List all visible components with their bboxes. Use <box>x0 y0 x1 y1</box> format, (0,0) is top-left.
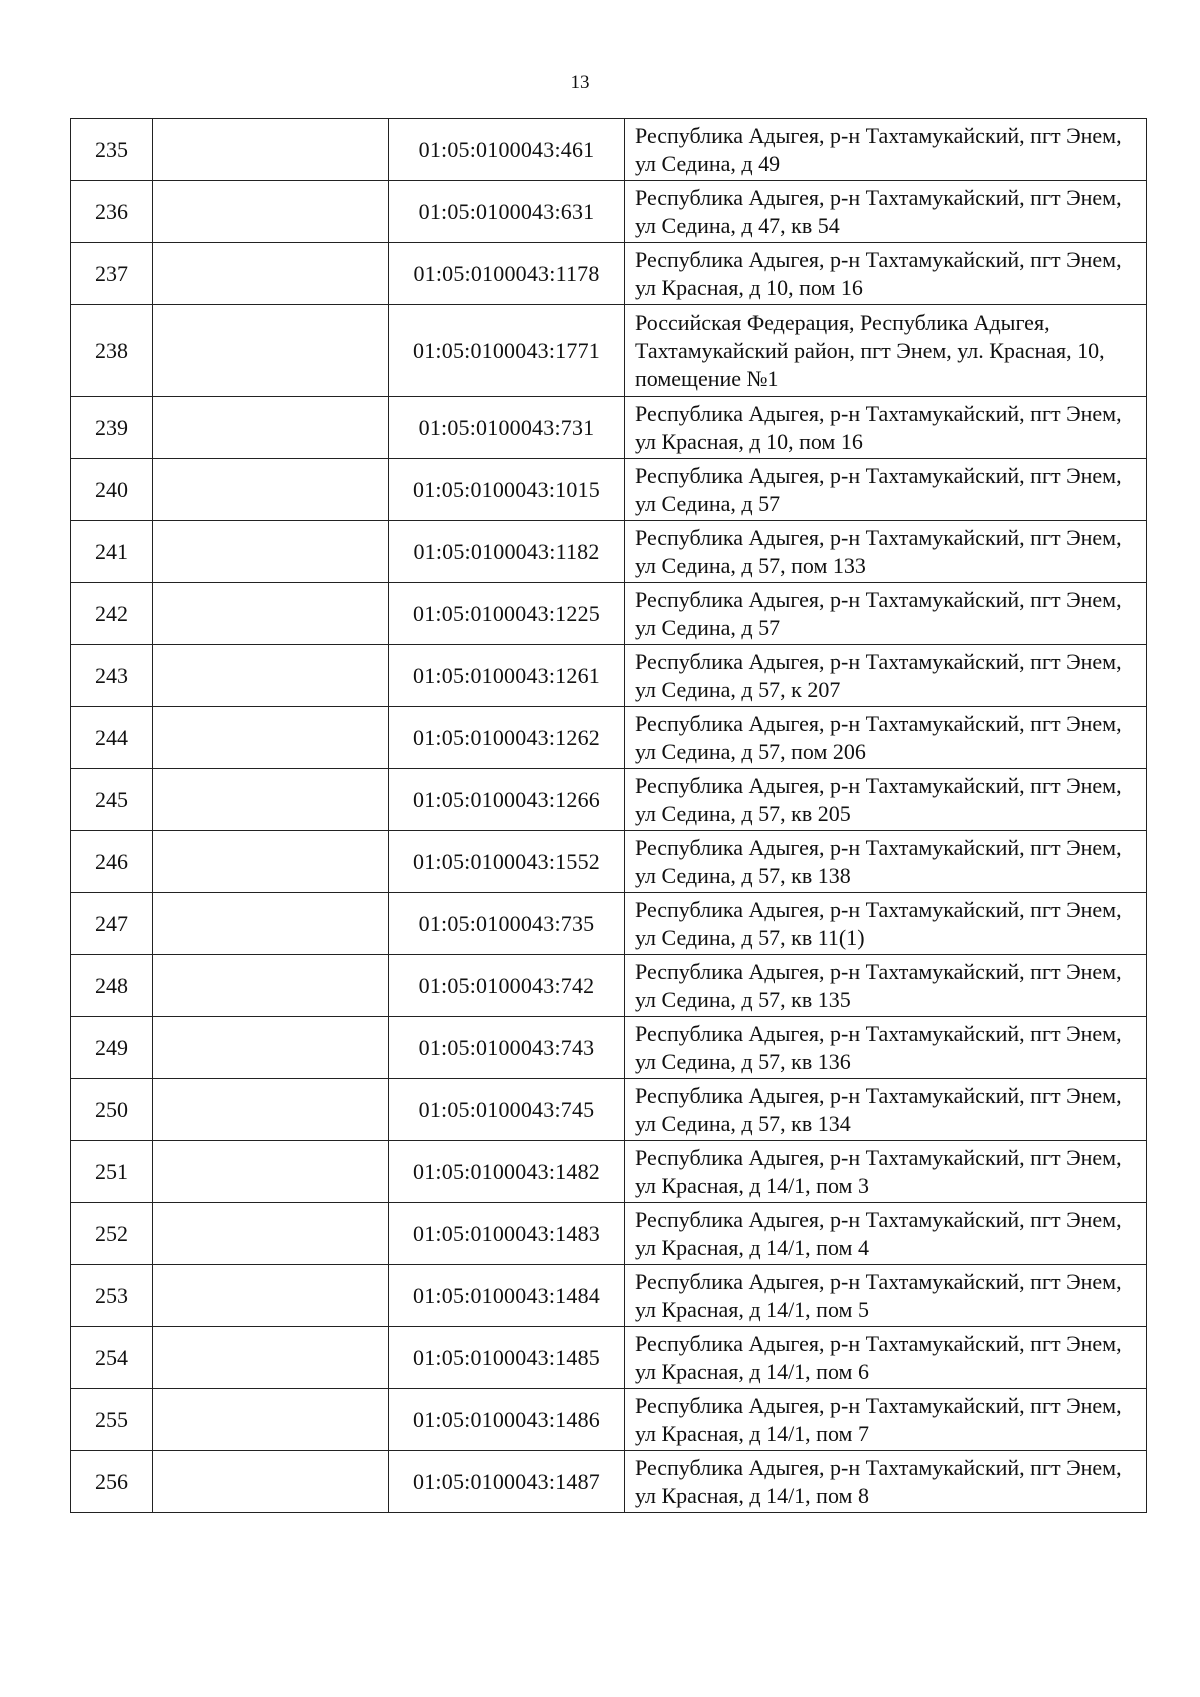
row-number: 249 <box>71 1017 153 1079</box>
cadastral-number: 01:05:0100043:1182 <box>389 521 625 583</box>
row-number: 239 <box>71 397 153 459</box>
empty-cell <box>153 955 389 1017</box>
row-number: 252 <box>71 1203 153 1265</box>
table-row <box>71 1265 1147 1327</box>
table-row <box>71 893 1147 955</box>
empty-cell <box>153 1203 389 1265</box>
address-cell: Республика Адыгея, р-н Тахтамукайский, пгт Энем, ул Седина, д 57, кв 11(1) <box>625 893 1147 955</box>
table-row <box>71 1141 1147 1203</box>
address-cell: Республика Адыгея, р-н Тахтамукайский, пгт Энем, ул Красная, д 14/1, пом 8 <box>625 1451 1147 1513</box>
table-row <box>71 1017 1147 1079</box>
cadastral-number: 01:05:0100043:731 <box>389 397 625 459</box>
table-row <box>71 769 1147 831</box>
table-row <box>71 955 1147 1017</box>
empty-cell <box>153 1141 389 1203</box>
address-cell: Республика Адыгея, р-н Тахтамукайский, пгт Энем, ул Седина, д 57, к 207 <box>625 645 1147 707</box>
table-row <box>71 1389 1147 1451</box>
cadastral-number: 01:05:0100043:1178 <box>389 243 625 305</box>
row-number: 240 <box>71 459 153 521</box>
table-row <box>71 583 1147 645</box>
cadastral-number: 01:05:0100043:1487 <box>389 1451 625 1513</box>
empty-cell <box>153 645 389 707</box>
row-number: 255 <box>71 1389 153 1451</box>
row-number: 237 <box>71 243 153 305</box>
empty-cell <box>153 397 389 459</box>
cadastral-number: 01:05:0100043:1483 <box>389 1203 625 1265</box>
address-cell: Республика Адыгея, р-н Тахтамукайский, пгт Энем, ул Седина, д 57, кв 138 <box>625 831 1147 893</box>
cadastral-number: 01:05:0100043:1261 <box>389 645 625 707</box>
row-number: 238 <box>71 305 153 397</box>
address-cell: Республика Адыгея, р-н Тахтамукайский, пгт Энем, ул Красная, д 14/1, пом 7 <box>625 1389 1147 1451</box>
address-cell: Республика Адыгея, р-н Тахтамукайский, пгт Энем, ул Седина, д 57 <box>625 459 1147 521</box>
row-number: 241 <box>71 521 153 583</box>
cadastral-number: 01:05:0100043:461 <box>389 119 625 181</box>
empty-cell <box>153 1389 389 1451</box>
address-cell: Республика Адыгея, р-н Тахтамукайский, пгт Энем, ул Седина, д 57, пом 133 <box>625 521 1147 583</box>
empty-cell <box>153 707 389 769</box>
address-cell: Республика Адыгея, р-н Тахтамукайский, пгт Энем, ул Седина, д 57, кв 135 <box>625 955 1147 1017</box>
address-cell: Республика Адыгея, р-н Тахтамукайский, пгт Энем, ул Седина, д 57, кв 205 <box>625 769 1147 831</box>
cadastral-number: 01:05:0100043:1485 <box>389 1327 625 1389</box>
empty-cell <box>153 1327 389 1389</box>
row-number: 235 <box>71 119 153 181</box>
empty-cell <box>153 181 389 243</box>
address-cell: Республика Адыгея, р-н Тахтамукайский, пгт Энем, ул Красная, д 10, пом 16 <box>625 243 1147 305</box>
row-number: 251 <box>71 1141 153 1203</box>
row-number: 243 <box>71 645 153 707</box>
empty-cell <box>153 305 389 397</box>
registry-table <box>70 118 1147 1513</box>
empty-cell <box>153 583 389 645</box>
table-row <box>71 119 1147 181</box>
table-row <box>71 397 1147 459</box>
table-row <box>71 305 1147 397</box>
page-number: 13 <box>570 72 590 93</box>
address-cell: Республика Адыгея, р-н Тахтамукайский, пгт Энем, ул Красная, д 14/1, пом 3 <box>625 1141 1147 1203</box>
empty-cell <box>153 1079 389 1141</box>
registry-table-body <box>71 119 1147 1513</box>
row-number: 254 <box>71 1327 153 1389</box>
cadastral-number: 01:05:0100043:1771 <box>389 305 625 397</box>
table-row <box>71 243 1147 305</box>
table-row <box>71 645 1147 707</box>
row-number: 245 <box>71 769 153 831</box>
address-cell: Республика Адыгея, р-н Тахтамукайский, пгт Энем, ул Красная, д 10, пом 16 <box>625 397 1147 459</box>
row-number: 247 <box>71 893 153 955</box>
cadastral-number: 01:05:0100043:1262 <box>389 707 625 769</box>
row-number: 256 <box>71 1451 153 1513</box>
empty-cell <box>153 831 389 893</box>
table-row <box>71 521 1147 583</box>
address-cell: Российская Федерация, Республика Адыгея, Тахтамукайский район, пгт Энем, ул. Красная, 10, помещение №1 <box>625 305 1147 397</box>
table-row <box>71 1451 1147 1513</box>
address-cell: Республика Адыгея, р-н Тахтамукайский, пгт Энем, ул Красная, д 14/1, пом 4 <box>625 1203 1147 1265</box>
cadastral-number: 01:05:0100043:631 <box>389 181 625 243</box>
cadastral-number: 01:05:0100043:743 <box>389 1017 625 1079</box>
cadastral-number: 01:05:0100043:1486 <box>389 1389 625 1451</box>
address-cell: Республика Адыгея, р-н Тахтамукайский, пгт Энем, ул Седина, д 47, кв 54 <box>625 181 1147 243</box>
empty-cell <box>153 1451 389 1513</box>
table-row <box>71 1079 1147 1141</box>
empty-cell <box>153 769 389 831</box>
address-cell: Республика Адыгея, р-н Тахтамукайский, пгт Энем, ул Седина, д 57 <box>625 583 1147 645</box>
address-cell: Республика Адыгея, р-н Тахтамукайский, пгт Энем, ул Седина, д 49 <box>625 119 1147 181</box>
table-row <box>71 181 1147 243</box>
row-number: 248 <box>71 955 153 1017</box>
address-cell: Республика Адыгея, р-н Тахтамукайский, пгт Энем, ул Седина, д 57, кв 136 <box>625 1017 1147 1079</box>
cadastral-number: 01:05:0100043:1225 <box>389 583 625 645</box>
row-number: 253 <box>71 1265 153 1327</box>
table-row <box>71 1327 1147 1389</box>
cadastral-number: 01:05:0100043:1482 <box>389 1141 625 1203</box>
cadastral-number: 01:05:0100043:745 <box>389 1079 625 1141</box>
table-row <box>71 1203 1147 1265</box>
empty-cell <box>153 459 389 521</box>
address-cell: Республика Адыгея, р-н Тахтамукайский, пгт Энем, ул Седина, д 57, кв 134 <box>625 1079 1147 1141</box>
cadastral-number: 01:05:0100043:1552 <box>389 831 625 893</box>
cadastral-number: 01:05:0100043:1484 <box>389 1265 625 1327</box>
address-cell: Республика Адыгея, р-н Тахтамукайский, пгт Энем, ул Седина, д 57, пом 206 <box>625 707 1147 769</box>
empty-cell <box>153 119 389 181</box>
row-number: 250 <box>71 1079 153 1141</box>
cadastral-number: 01:05:0100043:1266 <box>389 769 625 831</box>
row-number: 244 <box>71 707 153 769</box>
empty-cell <box>153 243 389 305</box>
row-number: 236 <box>71 181 153 243</box>
empty-cell <box>153 1017 389 1079</box>
empty-cell <box>153 1265 389 1327</box>
row-number: 242 <box>71 583 153 645</box>
table-row <box>71 831 1147 893</box>
table-row <box>71 707 1147 769</box>
empty-cell <box>153 893 389 955</box>
address-cell: Республика Адыгея, р-н Тахтамукайский, пгт Энем, ул Красная, д 14/1, пом 5 <box>625 1265 1147 1327</box>
table-row <box>71 459 1147 521</box>
row-number: 246 <box>71 831 153 893</box>
address-cell: Республика Адыгея, р-н Тахтамукайский, пгт Энем, ул Красная, д 14/1, пом 6 <box>625 1327 1147 1389</box>
cadastral-number: 01:05:0100043:742 <box>389 955 625 1017</box>
cadastral-number: 01:05:0100043:1015 <box>389 459 625 521</box>
cadastral-number: 01:05:0100043:735 <box>389 893 625 955</box>
empty-cell <box>153 521 389 583</box>
